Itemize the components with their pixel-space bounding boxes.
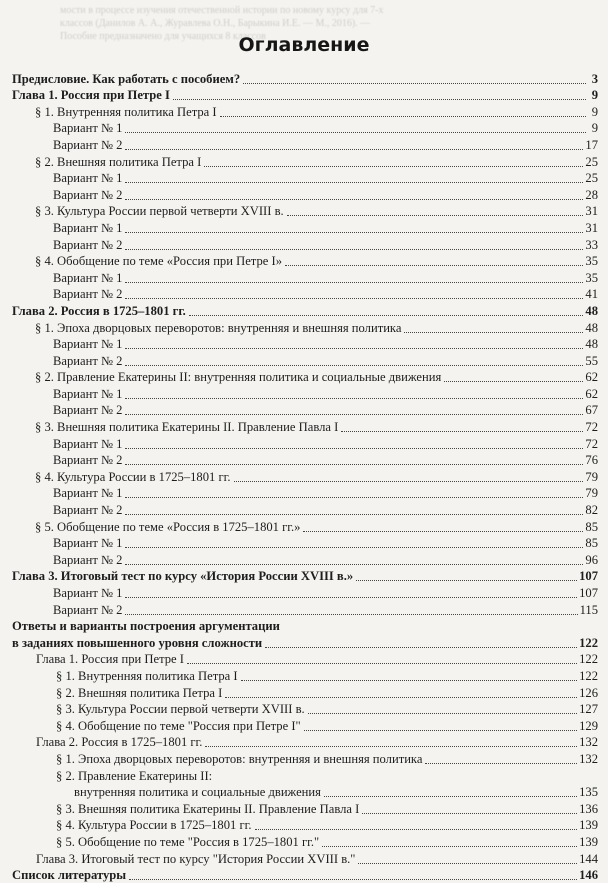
- toc-entry[interactable]: [12, 269, 598, 286]
- bleed-line: классов (Данилов А. А., Журавлева О.Н., Барыкина И.Е. — М., 2016). —: [60, 17, 598, 30]
- toc-entry-title: § 1. Эпоха дворцовых переворотов: внутренняя и внешняя политика: [56, 752, 422, 767]
- toc-entry-title: Вариант № 2: [53, 503, 122, 518]
- toc-page-number: 48: [585, 304, 598, 319]
- dot-leader: [362, 813, 577, 814]
- toc-entry[interactable]: [12, 253, 598, 270]
- toc-page-number: 35: [585, 271, 598, 286]
- toc-page-number: 9: [588, 105, 598, 120]
- toc-entry-title: Глава 2. Россия в 1725–1801 гг.: [36, 735, 202, 750]
- toc-entry-title: Вариант № 1: [53, 121, 122, 136]
- toc-page-number: 82: [585, 503, 598, 518]
- toc-entry-title: Глава 3. Итоговый тест по курсу «История России XVIII в.»: [12, 569, 353, 584]
- toc-entry-title: Вариант № 1: [53, 486, 122, 501]
- toc-entry-title: Предисловие. Как работать с пособием?: [12, 72, 240, 87]
- toc-entry[interactable]: [12, 701, 598, 718]
- toc-page-number: 132: [579, 752, 598, 767]
- toc-entry[interactable]: [12, 651, 598, 668]
- toc-entry[interactable]: [12, 402, 598, 419]
- dot-leader: [234, 481, 584, 482]
- toc-page-number: 126: [579, 686, 598, 701]
- toc-entry[interactable]: [12, 734, 598, 751]
- toc-page-number: 107: [579, 586, 598, 601]
- dot-leader: [125, 547, 583, 548]
- toc-entry[interactable]: [12, 833, 598, 850]
- toc-entry-title: Вариант № 2: [53, 188, 122, 203]
- table-of-contents: [12, 70, 598, 883]
- toc-entry-title: § 5. Обобщение по теме «Россия в 1725–1801 гг.»: [35, 520, 300, 535]
- toc-entry[interactable]: [12, 468, 598, 485]
- dot-leader: [125, 182, 583, 183]
- toc-entry[interactable]: [12, 219, 598, 236]
- toc-entry[interactable]: [12, 286, 598, 303]
- toc-entry[interactable]: [12, 120, 598, 137]
- toc-page-number: 76: [585, 453, 598, 468]
- toc-page-number: 48: [585, 321, 598, 336]
- toc-entry-title: § 1. Эпоха дворцовых переворотов: внутренняя и внешняя политика: [35, 321, 401, 336]
- dot-leader: [125, 298, 583, 299]
- toc-entry[interactable]: [12, 170, 598, 187]
- toc-page-number: 67: [585, 403, 598, 418]
- toc-entry[interactable]: [12, 518, 598, 535]
- dot-leader: [444, 381, 583, 382]
- dot-leader: [341, 431, 583, 432]
- dot-leader: [356, 580, 577, 581]
- dot-leader: [125, 232, 583, 233]
- toc-page-number: 107: [579, 569, 598, 584]
- toc-entry[interactable]: [12, 70, 598, 87]
- toc-page-number: 122: [579, 636, 598, 651]
- toc-page-number: 122: [579, 652, 598, 667]
- toc-entry-title: § 3. Культура России первой четверти XVIII в.: [35, 204, 284, 219]
- dot-leader: [308, 713, 577, 714]
- toc-page-number: 79: [585, 470, 598, 485]
- dot-leader: [265, 647, 577, 648]
- dot-leader: [125, 597, 577, 598]
- toc-entry[interactable]: [12, 485, 598, 502]
- toc-entry-title: Вариант № 1: [53, 337, 122, 352]
- dot-leader: [125, 614, 577, 615]
- toc-page-number: 135: [579, 785, 598, 800]
- toc-entry-title: Вариант № 1: [53, 536, 122, 551]
- dot-leader: [187, 663, 577, 664]
- toc-entry[interactable]: [12, 850, 598, 867]
- toc-page-number: 127: [579, 702, 598, 717]
- toc-entry-title: § 4. Обобщение по теме «Россия при Петре I»: [35, 254, 282, 269]
- toc-page-number: 146: [579, 868, 598, 883]
- toc-entry-title: Вариант № 2: [53, 287, 122, 302]
- dot-leader: [125, 282, 583, 283]
- toc-entry-title: Вариант № 2: [53, 138, 122, 153]
- toc-page-number: 122: [579, 669, 598, 684]
- toc-page-number: 136: [579, 802, 598, 817]
- dot-leader: [322, 846, 577, 847]
- toc-entry-title: § 5. Обобщение по теме "Россия в 1725–1801 гг.": [56, 835, 319, 850]
- toc-entry-title: Глава 3. Итоговый тест по курсу "История России XVIII в.": [36, 852, 355, 867]
- dot-leader: [255, 829, 578, 830]
- toc-page-number: 9: [588, 121, 598, 136]
- dot-leader: [304, 730, 577, 731]
- toc-page-number: 115: [580, 603, 598, 618]
- toc-entry[interactable]: [12, 601, 598, 618]
- toc-page-number: 41: [585, 287, 598, 302]
- dot-leader: [205, 746, 577, 747]
- toc-page-number: 139: [579, 818, 598, 833]
- toc-entry[interactable]: [12, 435, 598, 452]
- dot-leader: [358, 863, 577, 864]
- toc-entry-title: Вариант № 1: [53, 271, 122, 286]
- toc-entry-title: § 2. Внешняя политика Петра I: [35, 155, 201, 170]
- toc-entry[interactable]: [12, 103, 598, 120]
- toc-entry[interactable]: [12, 336, 598, 353]
- toc-entry-title: Вариант № 2: [53, 403, 122, 418]
- toc-entry[interactable]: [12, 352, 598, 369]
- dot-leader: [125, 199, 583, 200]
- toc-page-number: 48: [585, 337, 598, 352]
- dot-leader: [324, 796, 577, 797]
- dot-leader: [241, 680, 578, 681]
- dot-leader: [125, 249, 583, 250]
- toc-entry[interactable]: [12, 750, 598, 767]
- toc-entry-title: § 2. Правление Екатерины II:: [56, 769, 212, 784]
- dot-leader: [129, 879, 577, 880]
- toc-page-number: 144: [579, 852, 598, 867]
- dot-leader: [125, 564, 583, 565]
- toc-entry[interactable]: [12, 867, 598, 883]
- dot-leader: [125, 414, 583, 415]
- toc-page-number: 62: [585, 387, 598, 402]
- toc-entry-title: § 2. Внешняя политика Петра I: [56, 686, 222, 701]
- toc-entry[interactable]: [12, 136, 598, 153]
- toc-entry[interactable]: [12, 452, 598, 469]
- toc-entry-title: Глава 1. Россия при Петре I: [12, 88, 170, 103]
- bleed-line: Пособие предназначено для учащихся 8 классов: [60, 30, 598, 43]
- toc-entry[interactable]: [12, 634, 598, 651]
- toc-entry[interactable]: [12, 319, 598, 336]
- toc-entry-title: Вариант № 1: [53, 387, 122, 402]
- toc-entry[interactable]: [12, 800, 598, 817]
- toc-page-number: 28: [585, 188, 598, 203]
- dot-leader: [125, 514, 583, 515]
- toc-entry[interactable]: [12, 385, 598, 402]
- toc-entry[interactable]: [12, 302, 598, 319]
- toc-entry-title: § 3. Культура России первой четверти XVIII в.: [56, 702, 305, 717]
- toc-entry[interactable]: [12, 767, 598, 784]
- toc-page-number: 31: [585, 221, 598, 236]
- toc-entry-title: Вариант № 2: [53, 603, 122, 618]
- dot-leader: [125, 398, 583, 399]
- dot-leader: [173, 99, 586, 100]
- toc-entry-title: Вариант № 2: [53, 238, 122, 253]
- toc-page-number: 25: [585, 155, 598, 170]
- toc-entry-title: Список литературы: [12, 868, 126, 883]
- toc-entry-title: Вариант № 1: [53, 437, 122, 452]
- toc-entry[interactable]: [12, 501, 598, 518]
- toc-entry-title: § 1. Внутренняя политика Петра I: [56, 669, 238, 684]
- dot-leader: [425, 763, 577, 764]
- toc-entry[interactable]: [12, 87, 598, 104]
- toc-entry-title: Вариант № 2: [53, 453, 122, 468]
- toc-page-number: 9: [588, 88, 598, 103]
- toc-page-number: 129: [579, 719, 598, 734]
- dot-leader: [243, 83, 586, 84]
- toc-page-number: 31: [585, 204, 598, 219]
- toc-entry[interactable]: [12, 618, 598, 635]
- toc-entry-title: § 1. Внутренняя политика Петра I: [35, 105, 217, 120]
- dot-leader: [125, 132, 586, 133]
- toc-page-number: 85: [585, 520, 598, 535]
- toc-entry-title: Вариант № 1: [53, 171, 122, 186]
- toc-entry[interactable]: [12, 203, 598, 220]
- toc-entry[interactable]: [12, 684, 598, 701]
- dot-leader: [303, 531, 583, 532]
- toc-entry-title: § 4. Культура России в 1725–1801 гг.: [35, 470, 231, 485]
- toc-page-number: 62: [585, 370, 598, 385]
- toc-entry-title: Глава 1. Россия при Петре I: [36, 652, 184, 667]
- toc-entry[interactable]: [12, 667, 598, 684]
- toc-page-number: 72: [585, 420, 598, 435]
- toc-entry-title: § 3. Внешняя политика Екатерины II. Правление Павла I: [56, 802, 359, 817]
- toc-page-number: 132: [579, 735, 598, 750]
- toc-entry-title: Вариант № 1: [53, 586, 122, 601]
- toc-page-number: 33: [585, 238, 598, 253]
- toc-entry-title: § 4. Культура России в 1725–1801 гг.: [56, 818, 252, 833]
- toc-entry-title: Вариант № 2: [53, 553, 122, 568]
- toc-entry-title: Вариант № 2: [53, 354, 122, 369]
- toc-entry[interactable]: [12, 568, 598, 585]
- toc-entry[interactable]: [12, 369, 598, 386]
- toc-entry[interactable]: [12, 584, 598, 601]
- toc-page-number: 139: [579, 835, 598, 850]
- toc-page-number: 3: [588, 72, 598, 87]
- toc-page-number: 35: [585, 254, 598, 269]
- dot-leader: [225, 697, 577, 698]
- toc-page-number: 17: [585, 138, 598, 153]
- toc-entry-title: § 3. Внешняя политика Екатерины II. Правление Павла I: [35, 420, 338, 435]
- toc-entry-title: § 2. Правление Екатерины II: внутренняя политика и социальные движения: [35, 370, 441, 385]
- toc-entry[interactable]: [12, 236, 598, 253]
- toc-entry-title: § 4. Обобщение по теме "Россия при Петре I": [56, 719, 301, 734]
- toc-entry[interactable]: [12, 551, 598, 568]
- dot-leader: [287, 215, 584, 216]
- toc-page-number: 72: [585, 437, 598, 452]
- dot-leader: [204, 166, 583, 167]
- dot-leader: [125, 348, 583, 349]
- toc-entry[interactable]: [12, 153, 598, 170]
- toc-page-number: 55: [585, 354, 598, 369]
- dot-leader: [125, 149, 583, 150]
- toc-entry[interactable]: [12, 817, 598, 834]
- toc-entry[interactable]: [12, 784, 598, 801]
- dot-leader: [125, 365, 583, 366]
- toc-entry[interactable]: [12, 186, 598, 203]
- toc-page-number: 96: [585, 553, 598, 568]
- toc-entry[interactable]: [12, 535, 598, 552]
- dot-leader: [285, 265, 583, 266]
- toc-entry[interactable]: [12, 418, 598, 435]
- dot-leader: [125, 497, 583, 498]
- dot-leader: [189, 315, 584, 316]
- dot-leader: [125, 448, 583, 449]
- dot-leader: [125, 464, 583, 465]
- toc-page-number: 85: [585, 536, 598, 551]
- dot-leader: [404, 332, 583, 333]
- toc-entry-title: внутренняя политика и социальные движения: [74, 785, 321, 800]
- toc-entry-title: Вариант № 1: [53, 221, 122, 236]
- toc-page-number: 25: [585, 171, 598, 186]
- page-title: Оглавление: [0, 34, 608, 56]
- dot-leader: [220, 116, 586, 117]
- toc-entry-title: Ответы и варианты построения аргументации: [12, 619, 280, 634]
- bleed-line: мости в процессе изучения отечественной истории по новому курсу для 7-х: [60, 4, 598, 17]
- toc-entry[interactable]: [12, 717, 598, 734]
- toc-entry-title: в заданиях повышенного уровня сложности: [12, 636, 262, 651]
- toc-entry-title: Глава 2. Россия в 1725–1801 гг.: [12, 304, 186, 319]
- toc-page-number: 79: [585, 486, 598, 501]
